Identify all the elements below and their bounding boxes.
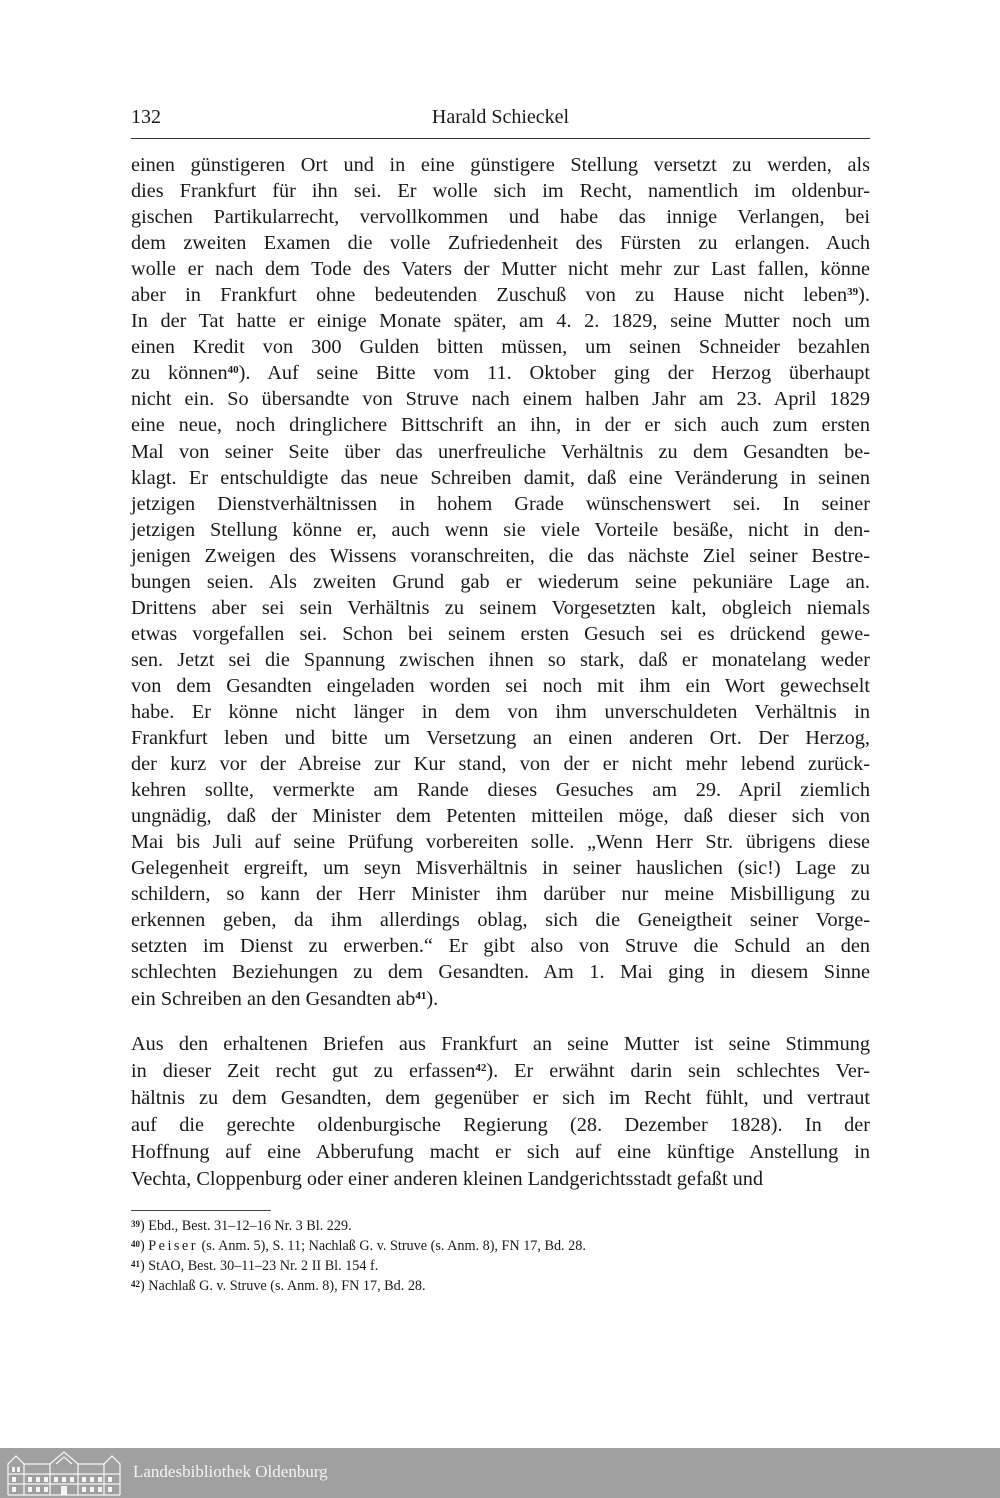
footnotes xyxy=(131,1214,586,1294)
text-line: kehren sollte, vermerkte am Rande dieses Gesuches am 29. April ziemlich xyxy=(131,779,870,802)
footnote xyxy=(131,1214,586,1234)
text-line: einen Kredit von 300 Gulden bitten müssen, um seinen Schneider bezahlen xyxy=(131,336,870,359)
text-line: In der Tat hatte er einige Monate später, am 4. 2. 1829, seine Mutter noch um xyxy=(131,310,870,333)
page-header xyxy=(131,106,870,136)
text-line: schlechten Beziehungen zu dem Gesandten. Am 1. Mai ging in diesem Sinne xyxy=(131,961,870,984)
footnote xyxy=(131,1254,586,1274)
text-line: schildern, so kann der Herr Minister ihm darüber nur meine Misbilligung zu xyxy=(131,883,870,906)
text-line: auf die gerechte oldenburgische Regierung (28. Dezember 1828). In der xyxy=(131,1114,870,1136)
text-line: einen günstigeren Ort und in eine günstigere Stellung versetzt zu werden, als xyxy=(131,154,870,176)
text-line: jenigen Zweigen des Wissens voranschreiten, die das nächste Ziel seiner Bestre- xyxy=(131,544,870,567)
footnote-number: 42 xyxy=(131,1279,140,1289)
text-line: erkennen geben, da ihm allerdings oblag, sich die Geneigtheit seiner Vorge- xyxy=(131,909,870,932)
text-line: Frankfurt leben und bitte um Versetzung an einen anderen Ort. Der Herzog, xyxy=(131,727,870,750)
text-line: ungnädig, daß der Minister dem Petenten mitteilen möge, daß dieser sich von xyxy=(131,805,870,828)
text-line: von dem Gesandten eingeladen worden sei noch mit ihm ein Wort gewechselt xyxy=(131,674,870,697)
text-line: setzten im Dienst zu erwerben.“ Er gibt also von Struve die Schuld an den xyxy=(131,935,870,958)
text-line: wolle er nach dem Tode des Vaters der Mutter nicht mehr zur Last fallen, könne xyxy=(131,258,870,281)
text-line: jetzigen Stellung könne er, auch wenn sie viele Vorteile besäße, nicht in den- xyxy=(131,518,870,541)
text-line: Vechta, Cloppenburg oder einer anderen kleinen Landgerichtsstadt gefaßt und xyxy=(131,1168,764,1190)
footnote-reference: 41 xyxy=(415,989,427,1002)
footnote-text: ) Nachlaß G. v. Struve (s. Anm. 8), FN 17, Bd. 28. xyxy=(140,1278,426,1294)
text-line: Gelegenheit ergreift, um seyn Misverhältnis in seiner hauslichen (sic!) Lage zu xyxy=(131,857,870,880)
library-banner xyxy=(0,1448,1000,1498)
library-name: Landesbibliothek Oldenburg xyxy=(133,1462,328,1481)
text-line: Mai bis Juli auf seine Prüfung vorbereiten solle. „Wenn Herr Str. übrigens diese xyxy=(131,831,870,854)
text-line: in dieser Zeit recht gut zu erfassen$^{42}$). Er erwähnt darin sein schlechtes Ver- xyxy=(131,1060,870,1082)
text-line: zu können$^{40}$). Auf seine Bitte vom 11. Oktober ging der Herzog überhaupt xyxy=(131,362,871,385)
footnote-number: 41 xyxy=(131,1259,140,1269)
footnote-text: ) Ebd., Best. 31–12–16 Nr. 3 Bl. 229. xyxy=(140,1218,352,1234)
footnote-number: 40 xyxy=(131,1239,140,1249)
running-title: Harald Schieckel xyxy=(431,106,570,128)
text-line: dem zweiten Examen die volle Zufriedenheit des Fürsten zu erlangen. Auch xyxy=(131,232,870,255)
footnote-text: ) StAO, Best. 30–11–23 Nr. 2 II Bl. 154 f. xyxy=(140,1258,379,1274)
page-number: 132 xyxy=(131,106,161,128)
text-line: Hoffnung auf eine Abberufung macht er sich auf eine künftige Anstellung in xyxy=(131,1141,870,1163)
text-line: der kurz vor der Abreise zur Kur stand, von der er nicht mehr lebend zurück- xyxy=(131,753,870,776)
text-line: ein Schreiben an den Gesandten ab$^{41}$). xyxy=(131,987,439,1010)
text-line: jetzigen Dienstverhältnissen in hohem Grade wünschenswert sei. In seiner xyxy=(131,492,870,515)
text-line: hältnis zu dem Gesandten, dem gegenüber er sich im Recht fühlt, und vertraut xyxy=(131,1087,870,1109)
text-line: Aus den erhaltenen Briefen aus Frankfurt an seine Mutter ist seine Stimmung xyxy=(131,1033,870,1055)
body-paragraph-1 xyxy=(131,152,870,1012)
body-paragraph-2 xyxy=(131,1031,870,1193)
text-line: Mal von seiner Seite über das unerfreuliche Verhältnis zu dem Gesandten be- xyxy=(131,440,870,463)
footnote-reference: 40 xyxy=(227,364,239,377)
header-rule xyxy=(131,138,870,139)
text-line: Drittens aber sei sein Verhältnis zu seinem Vorgesetzten kalt, obgleich niemals xyxy=(131,596,870,619)
footnote: $^{40}$) Peiser (s. Anm. 5), S. 11; Nachlaß G. v. Struve (s. Anm. 8), FN 17, Bd. 28. xyxy=(131,1238,586,1254)
text-line: eine neue, noch dringlichere Bittschrift an ihn, in der er sich auch zum ersten xyxy=(131,414,870,437)
footnote-reference: 39 xyxy=(847,286,859,299)
footnote-number: 39 xyxy=(131,1219,140,1229)
text-line: sen. Jetzt sei die Spannung zwischen ihnen so stark, daß er monatelang weder xyxy=(131,648,870,671)
text-line: aber in Frankfurt ohne bedeutenden Zuschuß von zu Hause nicht leben$^{39}$). xyxy=(131,284,870,307)
text-line: gischen Partikularrecht, vervollkommen und habe das innige Verlangen, bei xyxy=(131,206,870,229)
text-line: etwas vorgefallen sei. Schon bei seinem ersten Gesuch sei es drückend gewe- xyxy=(131,622,870,645)
footnote-author: Peiser xyxy=(148,1238,198,1254)
text-line: bungen seien. Als zweiten Grund gab er wiederum seine pekuniäre Lage an. xyxy=(131,570,870,593)
footnote xyxy=(131,1274,586,1294)
text-line: habe. Er könne nicht länger in dem von ihm unverschuldeten Verhältnis in xyxy=(131,700,870,723)
library-building-logo-icon xyxy=(6,1450,124,1496)
footnote-rule xyxy=(131,1210,271,1211)
text-line: klagt. Er entschuldigte das neue Schreiben damit, daß eine Veränderung in seinen xyxy=(131,466,870,489)
text-line: nicht ein. So übersandte von Struve nach einem halben Jahr am 23. April 1829 xyxy=(131,388,870,411)
text-line: dies Frankfurt für ihn sei. Er wolle sich im Recht, namentlich im oldenbur- xyxy=(131,180,870,203)
footnote-reference: 42 xyxy=(475,1062,487,1074)
footnote-text: (s. Anm. 5), S. 11; Nachlaß G. v. Struve (s. Anm. 8), FN 17, Bd. 28. xyxy=(197,1238,586,1254)
